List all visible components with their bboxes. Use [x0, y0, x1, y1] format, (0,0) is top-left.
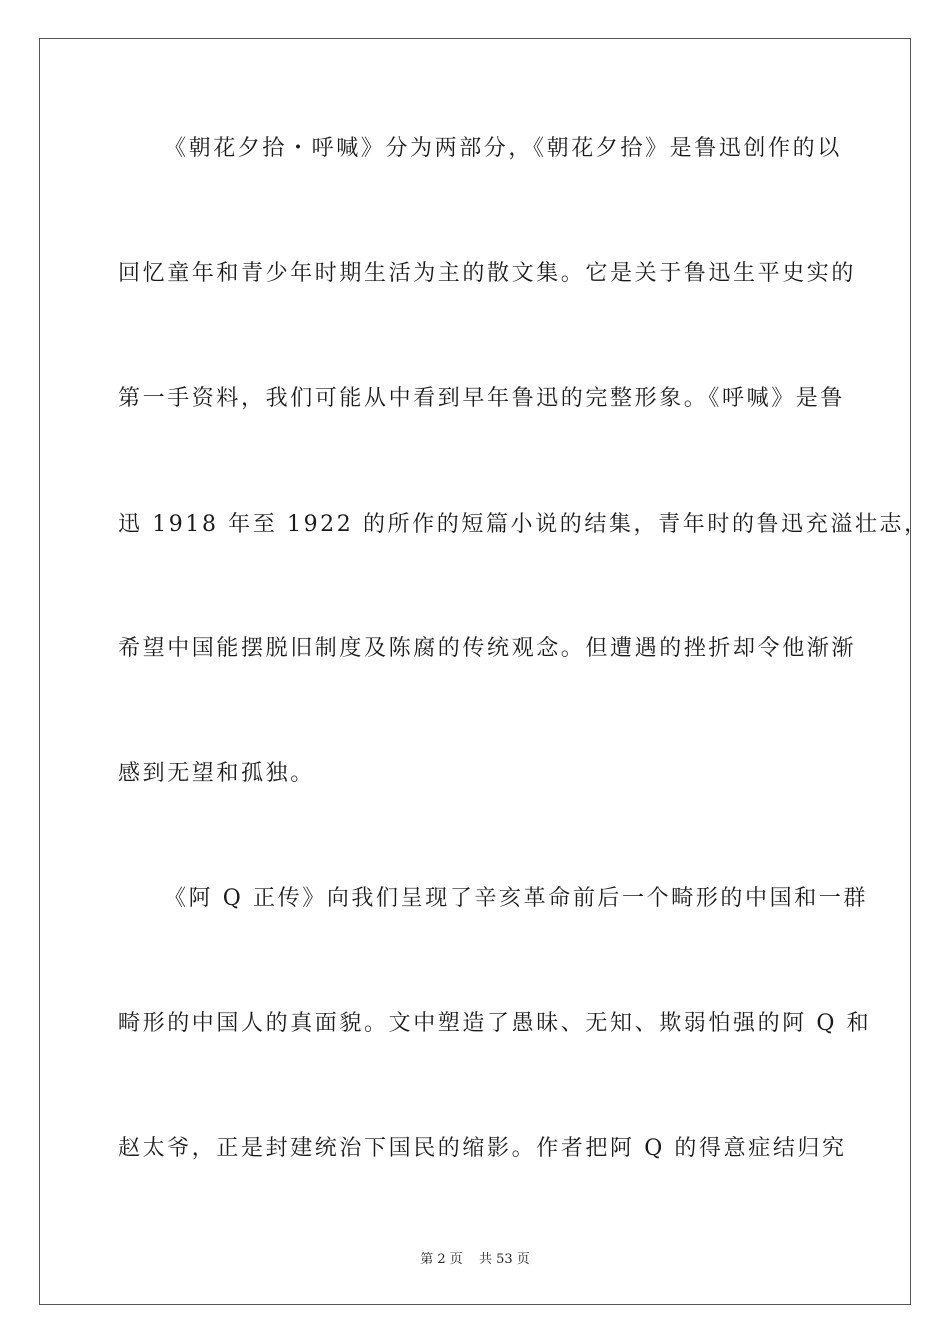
page-total: 共 53 页: [478, 1252, 530, 1267]
page-footer: [0, 1248, 950, 1267]
paragraph-line: 感到无望和孤独。: [118, 761, 315, 786]
paragraph-line: 第一手资料，我们可能从中看到早年鲁迅的完整形象。《呼喊》是鲁: [118, 386, 846, 411]
paragraph-line: 《朝花夕拾・呼喊》分为两部分，《朝花夕拾》是鲁迅创作的以: [164, 136, 842, 161]
paragraph-line: 回忆童年和青少年时期生活为主的散文集。它是关于鲁迅生平史实的: [118, 261, 857, 286]
paragraph-line: 希望中国能摆脱旧制度及陈腐的传统观念。但遭遇的挫折却令他渐渐: [118, 636, 857, 661]
paragraph-line: 畸形的中国人的真面貌。文中塑造了愚昧、无知、欺弱怕强的阿 Q 和: [118, 1011, 872, 1036]
paragraph-line: 《阿 Q 正传》向我们呈现了辛亥革命前后一个畸形的中国和一群: [164, 886, 869, 911]
paragraph-line: 迅 1918 年至 1922 的所作的短篇小说的结集，青年时的鲁迅充溢壮志，: [118, 512, 929, 537]
paragraph-line: 赵太爷，正是封建统治下国民的缩影。作者把阿 Q 的得意症结归究: [118, 1136, 847, 1161]
page-number: 第 2 页: [420, 1252, 463, 1267]
page-border: [39, 38, 929, 1305]
